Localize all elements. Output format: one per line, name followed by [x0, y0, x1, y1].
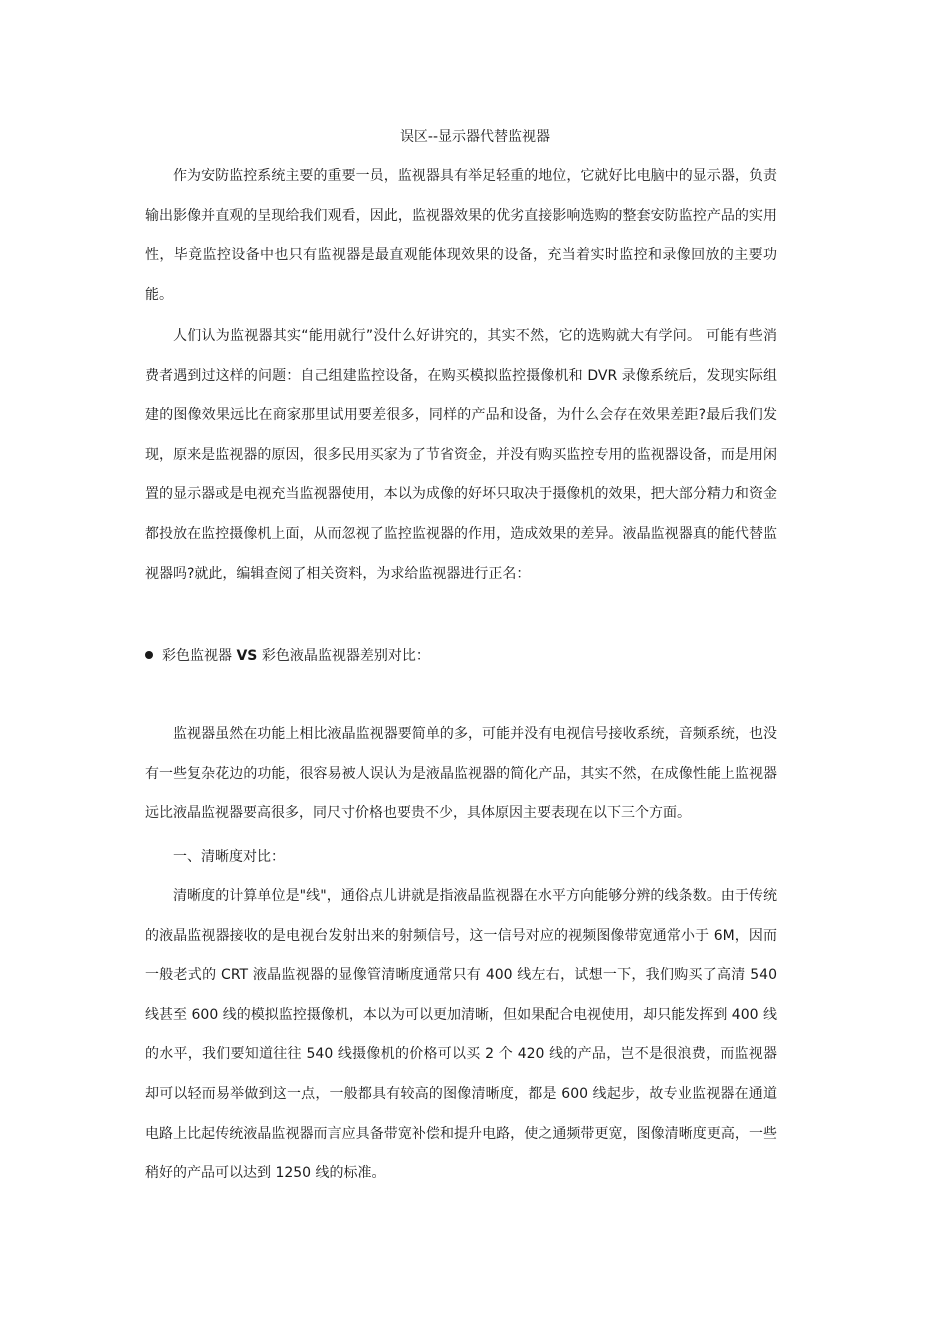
clarity-paragraph: 清晰度的计算单位是"线"，通俗点儿讲就是指液晶监视器在水平方向能够分辨的线条数。由于传统的液晶监视器接收的是电视台发射出来的射频信号，这一信号对应的视频图像带宽通常小于 6M，因而一般老式的 CRT 液晶监视器的显像管清晰度通常只有 400 线左右，试想一下，我们购买了高清 540 线甚至 600 线的模拟监控摄像机，本以为可以更加清晰，但如果配合电视使用，却只能发挥到 400 线的水平，我们要知道往往 540 线摄像机的价格可以买 2 个 420 线的产品，岂不是很浪费，而监视器却可以轻而易举做到这一点，一般都具有较高的图像清晰度，都是 600 线起步，故专业监视器在通道电路上比起传统液晶监视器而言应具备带宽补偿和提升电路，使之通频带更宽，图像清晰度更高，一些稍好的产品可以达到 1250 线的标准。 [145, 888, 777, 1182]
body-paragraph: 人们认为监视器其实“能用就行”没什么好讲究的，其实不然，它的选购就大有学问。 可能有些消费者遇到过这样的问题：自己组建监控设备，在购买模拟监控摄像机和 DVR 录像系统后，发现实际组建的图像效果远比在商家那里试用要差很多，同样的产品和设备，为什么会存在效果差距?最后我们发现，原来是监视器的原因，很多民用买家为了节省资金，并没有购买监控专用的监视器设备，而是用闲置的显示器或是电视充当监视器使用，本以为成像的好坏只取决于摄像机的效果，把大部分精力和资金都投放在监控摄像机上面，从而忽视了监控监视器的作用，造成效果的差异。液晶监视器真的能代替监视器吗?就此，编辑查阅了相关资料，为求给监视器进行正名： [145, 328, 777, 582]
monitor-paragraph: 监视器虽然在功能上相比液晶监视器要简单的多，可能并没有电视信号接收系统，音频系统，也没有一些复杂花边的功能，很容易被人误认为是液晶监视器的简化产品，其实不然，在成像性能上监视器远比液晶监视器要高很多，同尺寸价格也要贵不少，具体原因主要表现在以下三个方面。 [145, 726, 777, 822]
document-title: 误区--显示器代替监视器 [399, 129, 551, 145]
bullet-icon [145, 651, 153, 659]
bullet-vs: VS [236, 648, 258, 664]
intro-paragraph: 作为安防监控系统主要的重要一员，监视器具有举足轻重的地位，它就好比电脑中的显示器，负责输出影像并直观的呈现给我们观看，因此，监视器效果的优劣直接影响选购的整套安防监控产品的实用性，毕竟监控设备中也只有监视器是最直观能体现效果的设备，充当着实时监控和录像回放的主要功能。 [145, 168, 777, 303]
comparison-bullet [145, 645, 777, 667]
bullet-suffix: 彩色液晶监视器差别对比： [261, 648, 430, 664]
bullet-prefix: 彩色监视器 [162, 648, 232, 664]
section-heading: 一、清晰度对比： [173, 849, 285, 865]
